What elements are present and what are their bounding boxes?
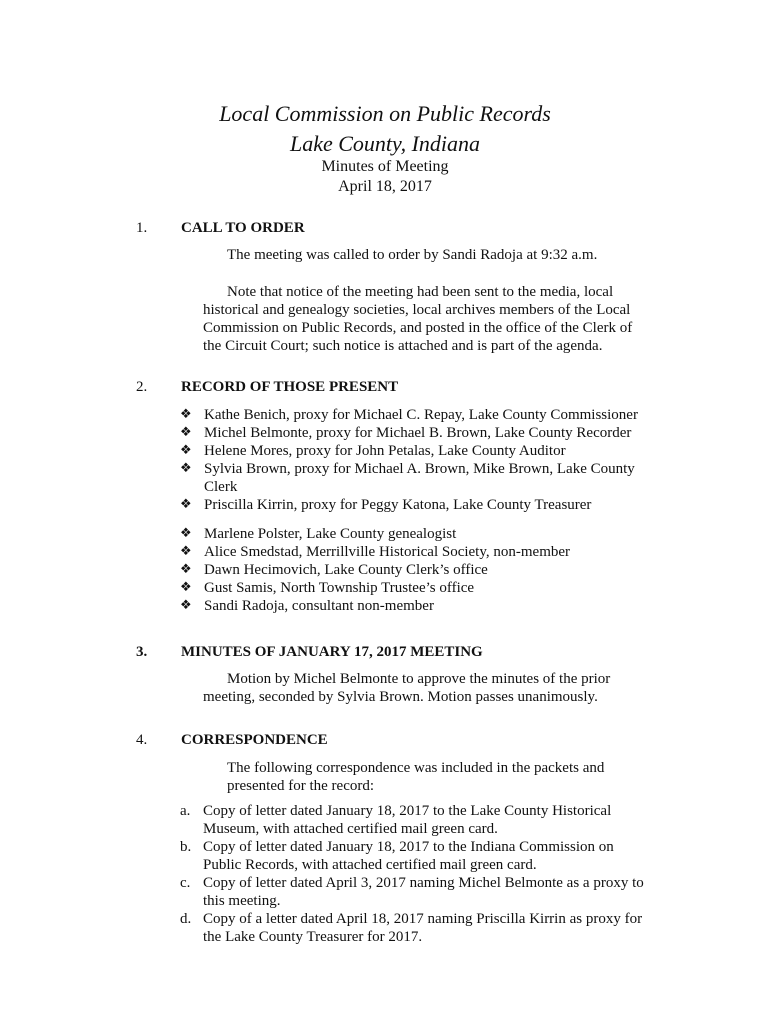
meeting-date: April 18, 2017 xyxy=(338,178,432,195)
list-item: ❖ Dawn Hecimovich, Lake County Clerk’s office xyxy=(180,562,488,578)
list-item: ❖ Helene Mores, proxy for John Petalas, Lake County Auditor xyxy=(180,443,566,459)
diamond-bullet-icon: ❖ xyxy=(180,461,192,476)
list-item: d. Copy of a letter dated April 18, 2017 naming Priscilla Kirrin as proxy for the Lake County Treasurer for 2017. xyxy=(180,911,643,945)
list-item: ❖ Gust Samis, North Township Trustee’s office xyxy=(180,580,475,596)
section-1-number: 1. xyxy=(136,220,148,236)
list-item: c. Copy of letter dated April 3, 2017 naming Michel Belmonte as a proxy to this meeting. xyxy=(180,875,644,909)
section-4-heading: CORRESPONDENCE xyxy=(181,732,328,748)
list-item: ❖ Priscilla Kirrin, proxy for Peggy Katona, Lake County Treasurer xyxy=(180,497,592,513)
document-type: Minutes of Meeting xyxy=(321,158,449,175)
attendee-list-members xyxy=(180,406,650,514)
diamond-bullet-icon: ❖ xyxy=(180,526,192,541)
section-2-number: 2. xyxy=(136,379,148,395)
document-subtitle-location: Lake County, Indiana xyxy=(289,131,481,156)
list-item: ❖ Alice Smedstad, Merrillville Historical Society, non-member xyxy=(180,544,571,560)
list-item: ❖ Marlene Polster, Lake County genealogist xyxy=(180,526,457,542)
diamond-bullet-icon: ❖ xyxy=(180,407,192,422)
section-3-heading: MINUTES OF JANUARY 17, 2017 MEETING xyxy=(181,644,483,660)
section-1-paragraph-1: The meeting was called to order by Sandi Radoja at 9:32 a.m. xyxy=(227,247,598,263)
section-4-paragraph-1: The following correspondence was included in the packets and presented for the record: xyxy=(227,760,605,794)
document-title: Local Commission on Public Records xyxy=(219,101,551,126)
list-item: a. Copy of letter dated January 18, 2017 to the Lake County Historical Museum, with attached certified mail green card. xyxy=(180,803,612,837)
list-item: ❖ Michel Belmonte, proxy for Michael B. Brown, Lake County Recorder xyxy=(180,425,632,441)
list-item: ❖ Sandi Radoja, consultant non-member xyxy=(180,598,434,614)
diamond-bullet-icon: ❖ xyxy=(180,598,192,613)
section-1-heading: CALL TO ORDER xyxy=(181,220,305,236)
diamond-bullet-icon: ❖ xyxy=(180,580,192,595)
section-1-paragraph-2: Note that notice of the meeting had been sent to the media, local historical and genealogy societies, local archives members of the Local Commission on Public Records, and posted in the office of the Clerk of the Circuit Court; such notice is attached and is part of the agenda. xyxy=(203,284,633,354)
list-item: ❖ Sylvia Brown, proxy for Michael A. Brown, Mike Brown, Lake County Clerk xyxy=(180,461,635,495)
list-item: ❖ Kathe Benich, proxy for Michael C. Repay, Lake County Commissioner xyxy=(180,407,638,423)
list-item: b. Copy of letter dated January 18, 2017 to the Indiana Commission on Public Records, with attached certified mail green card. xyxy=(180,839,614,873)
section-4-number: 4. xyxy=(136,732,148,748)
diamond-bullet-icon: ❖ xyxy=(180,544,192,559)
diamond-bullet-icon: ❖ xyxy=(180,562,192,577)
diamond-bullet-icon: ❖ xyxy=(180,443,192,458)
diamond-bullet-icon: ❖ xyxy=(180,497,192,512)
correspondence-list xyxy=(180,802,650,946)
section-3-paragraph-1: Motion by Michel Belmonte to approve the minutes of the prior meeting, seconded by Sylvia Brown. Motion passes unanimously. xyxy=(203,671,611,705)
section-3-number: 3. xyxy=(136,644,148,660)
section-2-heading: RECORD OF THOSE PRESENT xyxy=(181,379,399,395)
diamond-bullet-icon: ❖ xyxy=(180,425,192,440)
attendee-list-guests xyxy=(180,525,650,615)
